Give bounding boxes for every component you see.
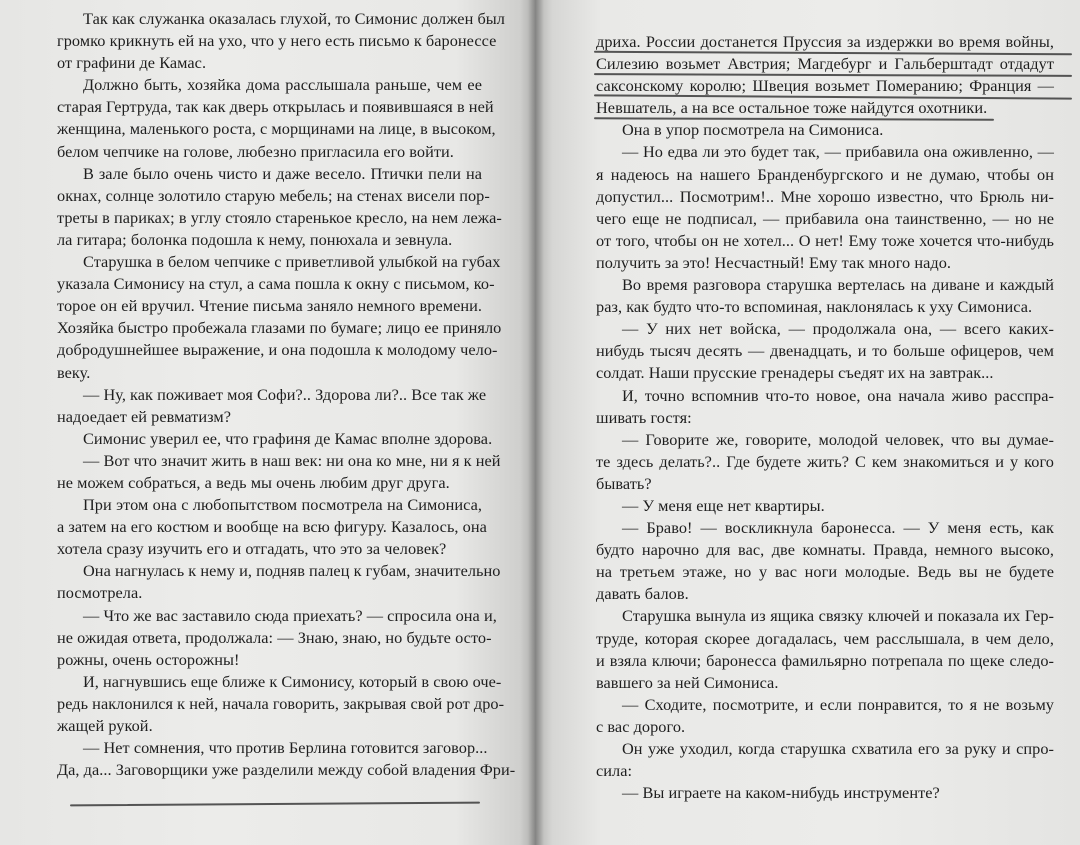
text-line: не можем собраться, а ведь мы очень любим друг друга. (57, 472, 450, 492)
text-line: Так как служанка оказалась глухой, то Симонис должен был (83, 9, 505, 28)
text-line: Должно быть, хозяйка дома расслышала раньше, чем ее (83, 75, 482, 95)
text-line: нибудь тысяч десять — двенадцать, и то больше офицеров, чем (596, 341, 1054, 361)
text-line: надоедает ей ревматизм? (57, 406, 231, 426)
text-line: не ожидая ответа, продолжала: — Знаю, знаю, но будьте осто- (57, 627, 492, 647)
text-line: указала Симонису на стул, а сама пошла к окну с письмом, ко- (57, 274, 495, 294)
text-line: — У меня еще нет квартиры. (622, 495, 825, 515)
text-line: — Браво! — воскликнула баронесса. — У меня есть, как (622, 518, 1054, 538)
text-line: Во время разговора старушка вертелась на диване и каждый (622, 275, 1054, 295)
text-line: — Нет сомнения, что против Берлина готовится заговор... (83, 738, 488, 758)
left-page-text (57, 8, 516, 781)
text-line: Она нагнулась к нему и, подняв палец к губам, значительно (83, 561, 501, 581)
text-line: допустил... Посмотрим!.. Мне хорошо известно, что Брюль ни- (596, 186, 1054, 206)
text-line: — Что же вас заставило сюда приехать? — спросила она и, (83, 605, 497, 625)
text-line: вавшего за ней Симониса. (596, 672, 779, 692)
right-page (536, 0, 1080, 845)
text-line: рожны, очень осторожны! (57, 649, 240, 669)
text-line: и взяла ключи; баронесса фамильярно потрепала по щеке следо- (596, 650, 1054, 670)
text-line: давать балов. (596, 584, 689, 604)
text-line: Да, да... Заговорщики уже разделили между собой владения Фри- (57, 760, 516, 780)
text-line: старая Гертруда, так как дверь открылась и появившаяся в ней (57, 97, 494, 117)
text-line: — Говорите же, говорите, молодой человек, что вы думае- (622, 429, 1054, 449)
text-line: — Сходите, посмотрите, и если понравится, то я не возьму (622, 694, 1054, 714)
text-line: веку. (57, 362, 91, 382)
text-line: от того, чтобы он не хотел... О нет! Ему тоже хочется что-нибудь (596, 230, 1054, 250)
text-line: окнах, солнце золотило старую мебель; на стенах висели пор- (57, 185, 490, 205)
text-line: я надеюсь на нашего Бранденбургского и не думаю, чтобы он (596, 164, 1054, 184)
text-line: белом чепчике на голове, любезно пригласила его войти. (57, 141, 454, 161)
text-line: добродушнейшее выражение, и она подошла к молодому чело- (57, 340, 498, 360)
text-line: те здесь делать?.. Где будете жить? С кем знакомиться и у кого (596, 451, 1054, 471)
text-line: При этом она с любопытством посмотрела на Симониса, (83, 495, 482, 515)
left-page (0, 0, 536, 845)
text-line: саксонскому королю; Швеция возьмет Померанию; Франция — (596, 76, 1054, 96)
text-line: Хозяйка быстро пробежала глазами по бумаге; лицо ее приняло (57, 318, 502, 338)
text-line: посмотрела. (57, 583, 143, 603)
text-line: от графини де Камас. (57, 53, 207, 73)
pencil-underline (70, 802, 480, 806)
text-line: а затем на его костюм и вообще на всю фигуру. Казалось, она (57, 517, 487, 537)
text-line: Старушка в белом чепчике с приветливой улыбкой на губах (83, 252, 501, 272)
text-line: бывать? (596, 473, 652, 493)
text-line: — Ну, как поживает моя Софи?.. Здорова ли?.. Все так же (83, 384, 487, 404)
text-line: громко крикнуть ей на ухо, что у него есть письмо к баронессе (57, 31, 497, 51)
text-line: с вас дорого. (596, 716, 686, 736)
text-line: сила: (596, 761, 633, 781)
book-gutter (528, 0, 544, 845)
text-line: солдат. Наши прусские гренадеры съедят их на завтрак... (596, 363, 994, 383)
text-line: получить за это! Несчастный! Ему так много надо. (596, 252, 952, 272)
text-line: на третьем этаже, но у вас ноги молодые. Ведь вы не будете (596, 562, 1054, 582)
text-line: Симонис уверил ее, что графиня де Камас вполне здорова. (83, 428, 493, 448)
text-line: Старушка вынула из ящика связку ключей и показала их Гер- (622, 606, 1054, 626)
text-line: труде, которая скорее догадалась, чем расслышала, в чем дело, (596, 628, 1054, 648)
text-line: Силезию возьмет Австрия; Магдебург и Гальберштадт отдадут (596, 54, 1054, 74)
text-line: И, точно вспомнив что-то новое, она начала живо расспра- (622, 385, 1054, 405)
text-line: жащей рукой. (57, 716, 153, 735)
text-line: В зале было очень чисто и даже весело. Птички пели на (83, 163, 482, 183)
text-line: шивать гостя: (596, 407, 692, 427)
text-line: торое он ей вручил. Чтение письма заняло немного времени. (57, 296, 482, 316)
text-line: — Вот что значит жить в наш век: ни она ко мне, ни я к ней (83, 450, 501, 470)
text-line: — У них нет войска, — продолжала она, — всего каких- (622, 319, 1054, 339)
text-line: треты в париках; в углу стояло старенькое кресло, на нем лежа- (57, 207, 502, 227)
text-line: дриха. России достанется Пруссия за издержки во время войны, (596, 32, 1054, 51)
text-line: И, нагнувшись еще ближе к Симонису, который в свою оче- (83, 671, 502, 691)
text-line: ла гитара; болонка подошла к нему, понюхала и зевнула. (57, 229, 453, 249)
text-line: Она в упор посмотрела на Симониса. (622, 120, 884, 140)
text-line: — Вы играете на каком-нибудь инструменте? (622, 783, 940, 803)
right-page-text (596, 31, 1054, 804)
text-line: Он уже уходил, когда старушка схватила его за руку и спро- (622, 739, 1054, 758)
text-line: редь наклонился к ней, начала говорить, закрывая свой рот дро- (57, 693, 505, 713)
text-line: чего еще не подписал, — прибавила она таинственно, — но не (596, 208, 1054, 228)
text-line: будто нарочно для вас, две комнаты. Правда, немного высоко, (596, 540, 1054, 560)
text-line: раз, как будто что-то вспоминая, наклонялась к уху Симониса. (596, 297, 1033, 317)
text-line: хотела сразу изучить его и отгадать, что это за человек? (57, 539, 447, 559)
text-line: женщина, маленького роста, с морщинами на лице, в высоком, (57, 119, 496, 139)
text-line: — Но едва ли это будет так, — прибавила она оживленно, — (622, 142, 1054, 162)
text-line: Невшатель, а на все остальное тоже найдутся охотники. (596, 98, 988, 118)
